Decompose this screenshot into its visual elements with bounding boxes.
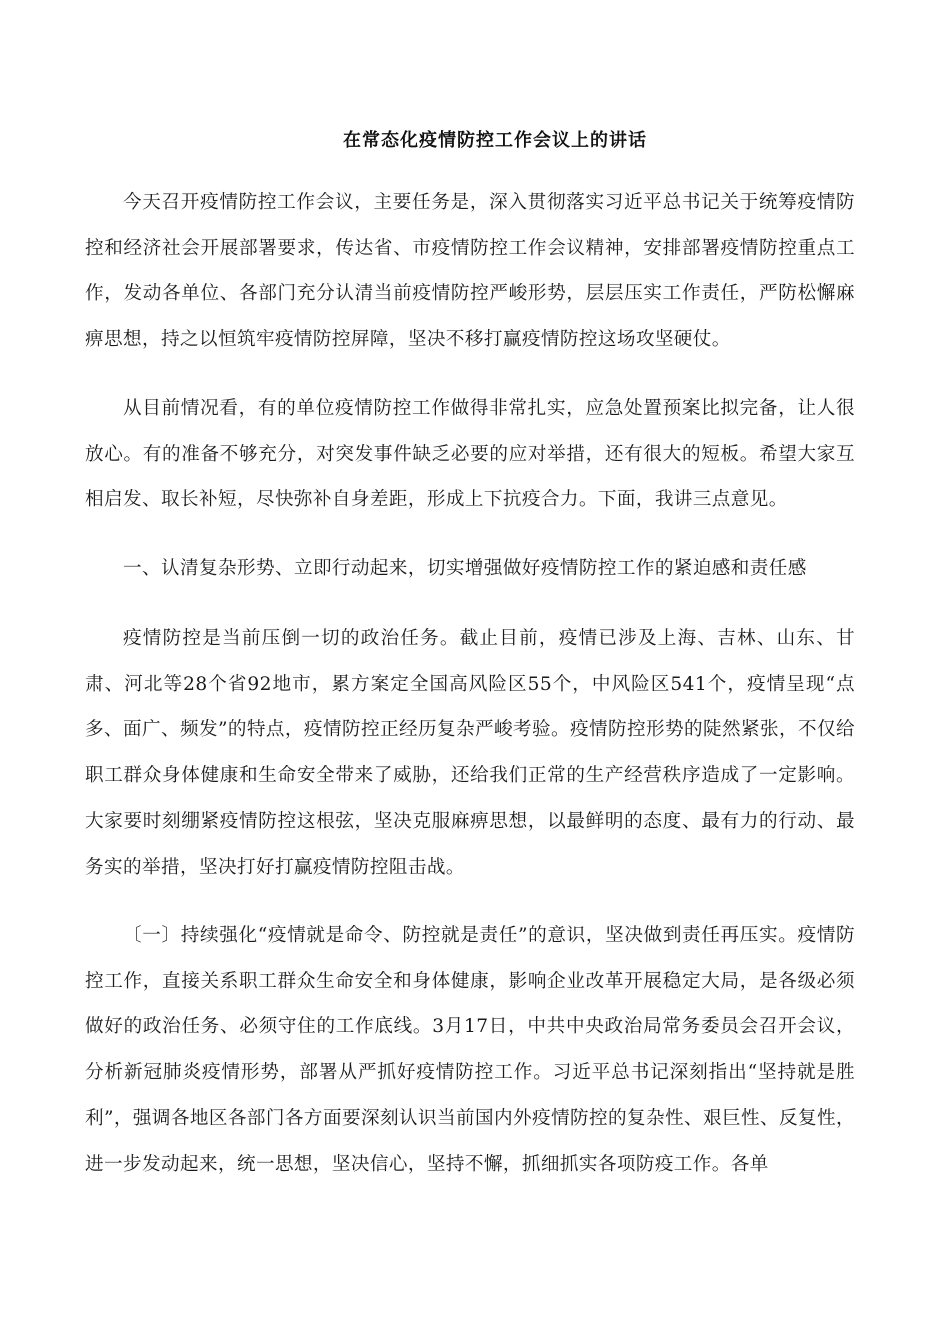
document-title: 在常态化疫情防控工作会议上的讲话 [343,130,647,151]
paragraph-situation: 从目前情况看，有的单位疫情防控工作做得非常扎实，应急处置预案比拟完备，让人很放心。有的准备不够充分，对突发事件缺乏必要的应对举措，还有很大的短板。希望大家互相启发、取长补短，尽快弥补自身差距，形成上下抗疫合力。下面，我讲三点意见。 [85,398,855,511]
paragraph-epidemic-status: 疫情防控是当前压倒一切的政治任务。截止目前，疫情已涉及上海、吉林、山东、甘肃、河北等28个省92地市，累方案定全国高风险区55个，中风险区541个，疫情呈现“点多、面广、频发”的特点，疫情防控正经历复杂严峻考验。疫情防控形势的陡然紧张，不仅给职工群众身体健康和生命安全带来了威胁，还给我们正常的生产经营秩序造成了一定影响。大家要时刻绷紧疫情防控这根弦，坚决克服麻痹思想，以最鲜明的态度、最有力的行动、最务实的举措，坚决打好打赢疫情防控阻击战。 [85,628,855,878]
paragraph-intro: 今天召开疫情防控工作会议，主要任务是，深入贯彻落实习近平总书记关于统筹疫情防控和经济社会开展部署要求，传达省、市疫情防控工作会议精神，安排部署疫情防控重点工作，发动各单位、各部门充分认清当前疫情防控严峻形势，层层压实工作责任，严防松懈麻痹思想，持之以恒筑牢疫情防控屏障，坚决不移打赢疫情防控这场攻坚硬仗。 [85,192,855,351]
section-heading-one: 一、认清复杂形势、立即行动起来，切实增强做好疫情防控工作的紧迫感和责任感 [123,558,807,579]
paragraph-point-one: 〔一〕持续强化“疫情就是命令、防控就是责任”的意识，坚决做到责任再压实。疫情防控工作，直接关系职工群众生命安全和身体健康，影响企业改革开展稳定大局，是各级必须做好的政治任务、必须守住的工作底线。3月17日，中共中央政治局常务委员会召开会议，分析新冠肺炎疫情形势，部署从严抓好疫情防控工作。习近平总书记深刻指出“坚持就是胜利”，强调各地区各部门各方面要深刻认识当前国内外疫情防控的复杂性、艰巨性、反复性，进一步发动起来，统一思想，坚决信心，坚持不懈，抓细抓实各项防疫工作。各单 [85,925,855,1175]
